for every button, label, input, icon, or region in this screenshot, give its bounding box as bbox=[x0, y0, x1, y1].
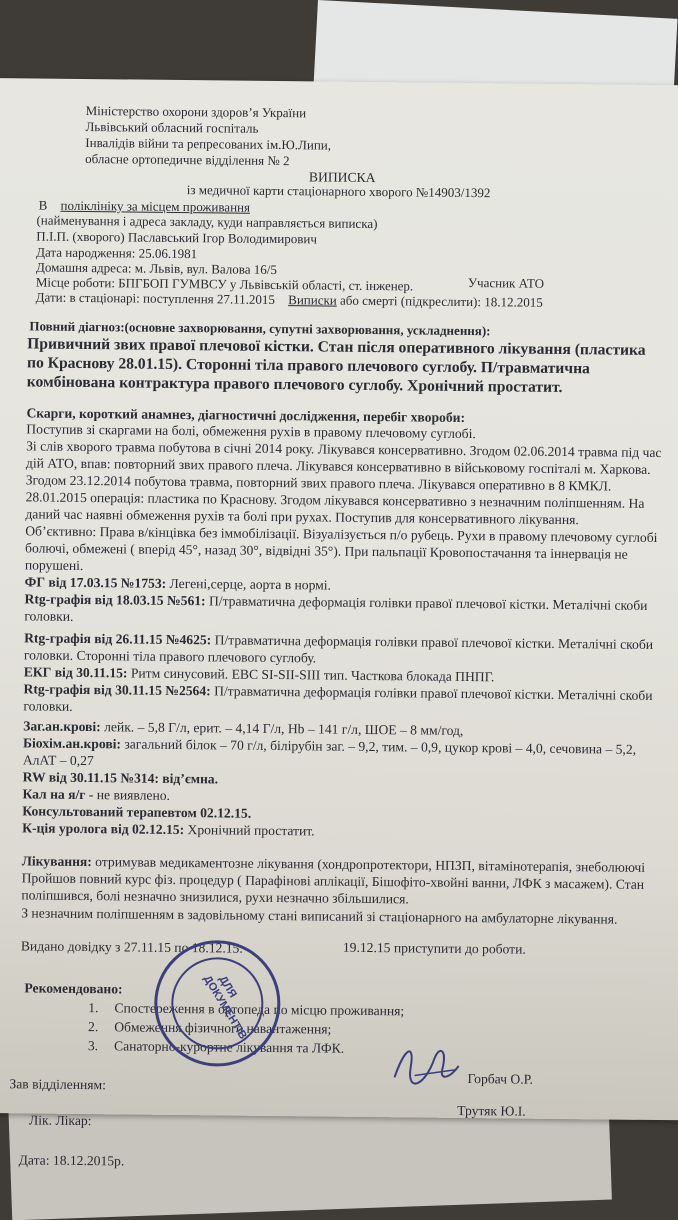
history-line: даний час наявні обмеження рухів та болі при рухах. Поступив для консервативного лікування. bbox=[25, 506, 579, 528]
recommend-label: Рекомендовано: bbox=[24, 980, 122, 997]
stamp-center-text: ДЛЯ ДОКУМЕНТІВ bbox=[200, 967, 243, 1015]
history-label: Скарги, короткий анамнез, діагностичні дослідження, перебіг хвороби: bbox=[26, 405, 465, 426]
result-label: ФГ від 17.03.15 №1753: bbox=[25, 574, 167, 590]
discharge-label: Виписки bbox=[278, 292, 337, 308]
treatment-label: Лікування: bbox=[22, 853, 92, 869]
ministry-line: Міністерство охорони здоров’я України bbox=[86, 103, 307, 121]
result-label: RW від 30.11.15 №314: від’ємна. bbox=[23, 769, 219, 786]
result-text: загальний білок – 70 г/л, білірубін заг. – 9,2, тим. – 0,9, цукор крові – 4,0, сечовина – 5,2, bbox=[121, 736, 636, 756]
ato-note: Учасник АТО bbox=[468, 275, 544, 291]
result-text: Хронічний простатит. bbox=[184, 822, 315, 838]
result-text: головки. bbox=[24, 608, 73, 624]
result-label: Заг.ан.крові: bbox=[23, 718, 101, 734]
result-line bbox=[23, 735, 636, 758]
item-text: Санаторно-курортне лікування та ЛФК. bbox=[98, 1038, 344, 1056]
result-text: лейк. – 5,8 Г/л, ерит. – 4,14 Г/л, Hb – 141 г/л, ШОЕ – 8 мм/год, bbox=[101, 719, 464, 738]
doctor-label: Лік. Лікар: bbox=[29, 1112, 92, 1129]
department-line: обласне ортопедичне відділення № 2 bbox=[85, 151, 290, 169]
history-line: болючі, обмежені ( вперід 45°, назад 30°, відвідні 35°). При пальпації Кровопостачання та іннервація не bbox=[25, 540, 628, 563]
result-text: Ритм синусовий. ЕВС SI-SII-SIII тип. Часткова блокада ПНПГ. bbox=[127, 665, 494, 684]
result-text: П/травматична деформація голівки правої плечової кістки. Металічні скоби bbox=[211, 683, 653, 703]
result-label: Rtg-графія від 30.11.15 №2564: bbox=[24, 681, 211, 698]
result-label: Rtg-графія від 26.11.15 №4625: bbox=[24, 630, 211, 647]
doctor-name: Трутяк Ю.І. bbox=[457, 1103, 526, 1120]
head-label: Зав відділенням: bbox=[9, 1076, 106, 1093]
home-address: Домашня адреса: м. Львів, вул. Валова 16/5 bbox=[36, 259, 277, 277]
result-text: не виявлено. bbox=[93, 787, 170, 803]
result-line bbox=[24, 681, 653, 704]
history-line: дій АТО, впав: повторний звих правого плеча. Лікувався консервативно в військовому госпіталі м. Харкова. bbox=[26, 455, 651, 478]
work-place: Місце роботи: БПГБОП ГУМВСУ у Львівській області, ст. інженер. bbox=[36, 274, 414, 294]
admission-date: Дати: в стаціонарі: поступлення 27.11.2015 bbox=[36, 289, 275, 307]
result-line bbox=[24, 608, 73, 625]
history-line: Поступив зі скаргами на болі, обмеження рухів в правому плечовому суглобі. bbox=[26, 421, 476, 442]
history-line: Згодом 23.12.2014 побутова травма, повторний звих правого плеча. Лікувався оперативно в 8 КМКЛ. bbox=[26, 472, 612, 494]
result-label: Кал на я/г - bbox=[22, 786, 93, 802]
item-number: 3. bbox=[88, 1038, 98, 1053]
result-line bbox=[24, 591, 647, 614]
head-name: Горбач О.Р. bbox=[467, 1071, 533, 1088]
treatment-line: Пройшов повний курс фіз. процедур ( Парафінові аплікації, Бішофіто-хвойні ванни, ЛФК з масажем). Стан bbox=[22, 870, 645, 893]
result-line bbox=[23, 752, 94, 769]
birth-date: Дата народження: 25.06.1981 bbox=[36, 244, 197, 261]
document-title: ВИПИСКА bbox=[309, 169, 376, 186]
hospital-line-2: Інвалідів війни та репресованих ім.Ю.Липи, bbox=[85, 135, 331, 153]
result-text: головки. Сторонні тіла правого плечового суглобу. bbox=[24, 647, 316, 665]
result-line bbox=[22, 803, 251, 822]
treatment-text: отримував медикаментозне лікування (хондропротектори, НПЗП, вітамінотерапія, знеболюючі bbox=[92, 854, 645, 875]
item-number: 1. bbox=[88, 1000, 98, 1015]
treatment-line: поліпшився, болі незначно знизилися, рухи незначно збільшилися. bbox=[21, 887, 408, 907]
result-label: К-ція уролога від 02.12.15: bbox=[22, 820, 184, 837]
result-text: АлАТ – 0,27 bbox=[23, 752, 94, 768]
diagnosis-line: по Краснову 28.01.15). Сторонні тіла правого плечового суглобу. П/травматична bbox=[27, 354, 590, 379]
document-subtitle: із медичної карти стаціонарного хворого №14903/1392 bbox=[187, 182, 491, 201]
signature-mark bbox=[384, 1037, 465, 1098]
patient-name: П.І.П. (хворого) Паславський Ігор Володимирович bbox=[36, 228, 317, 247]
recipient-value: поліклініку за місцем проживання bbox=[51, 198, 281, 215]
result-line bbox=[23, 769, 219, 787]
return-to-work: 19.12.15 приступити до роботи. bbox=[343, 940, 526, 958]
history-line: 28.01.2015 операція: пластика по Краснову. Згодом лікувався консервативно з незначним поліпшенням. На bbox=[26, 489, 645, 512]
result-label: ЕКГ від 30.11.15: bbox=[24, 664, 128, 680]
result-line bbox=[22, 820, 315, 839]
hospital-line: Львівський обласний госпіталь bbox=[85, 119, 258, 136]
result-text: головки. bbox=[23, 698, 72, 714]
result-line bbox=[23, 698, 72, 715]
result-text: П/травматична деформація голівки правої плечової кістки. Металічні скоби bbox=[206, 593, 648, 613]
diagnosis-line: Привичний звих правої плечової кістки. Стан після оперативного лікування (пластика bbox=[27, 335, 646, 360]
result-text: Легені,серце, аорта в нормі. bbox=[166, 576, 331, 593]
item-number: 2. bbox=[88, 1019, 98, 1034]
diagnosis-line: комбінована контрактура правого плечового суглобу. Хронічний простатит. bbox=[27, 373, 563, 397]
recipient-hint: (найменування і адреса закладу, куди направляється виписка) bbox=[36, 212, 377, 231]
official-stamp bbox=[154, 940, 281, 1067]
document-date: Дата: 18.12.2015р. bbox=[19, 1152, 125, 1169]
result-label: Консультований терапевтом 02.12.15. bbox=[22, 803, 251, 820]
discharge-date: або смерті (підкреслити): 18.12.2015 bbox=[340, 293, 543, 310]
diagnosis-label: Повний діагноз:(основне захворювання, супутні захворювання, ускладнення): bbox=[29, 318, 490, 338]
result-label: Rtg-графія від 18.03.15 №561: bbox=[24, 591, 205, 608]
item-text: Спостереження в ортопеда по місцю проживання; bbox=[98, 1000, 404, 1018]
result-text: П/травматична деформація голівки правої плечової кістки. Металічні скоби bbox=[211, 632, 653, 652]
result-line bbox=[22, 786, 170, 804]
history-line: порушені. bbox=[25, 557, 84, 574]
result-label: Біохім.ан.крові: bbox=[23, 735, 121, 751]
history-line: Зі слів хворого травма побутова в січні 2014 року. Лікувався консервативно. Згодом 02.06.2014 травма під час bbox=[26, 438, 662, 461]
result-line bbox=[24, 647, 316, 666]
history-line: Об’єктивно: Права в/кінцівка без іммобілізації. Візуалізується п/о рубець. Рухи в правому плечовому суглобі bbox=[25, 523, 657, 546]
recipient-label: В bbox=[39, 198, 48, 213]
sick-leave-issued: Видано довідку з 27.11.15 по 18.12.15. bbox=[21, 938, 243, 957]
stay-dates bbox=[36, 289, 543, 310]
treatment-line: З незначним поліпшенням в задовільному стані виписаний зі стаціонарного на амбулаторне лікування. bbox=[21, 905, 617, 928]
item-text: Обмеження фізичного навантаження; bbox=[98, 1019, 331, 1036]
discharge-document bbox=[0, 78, 678, 1120]
